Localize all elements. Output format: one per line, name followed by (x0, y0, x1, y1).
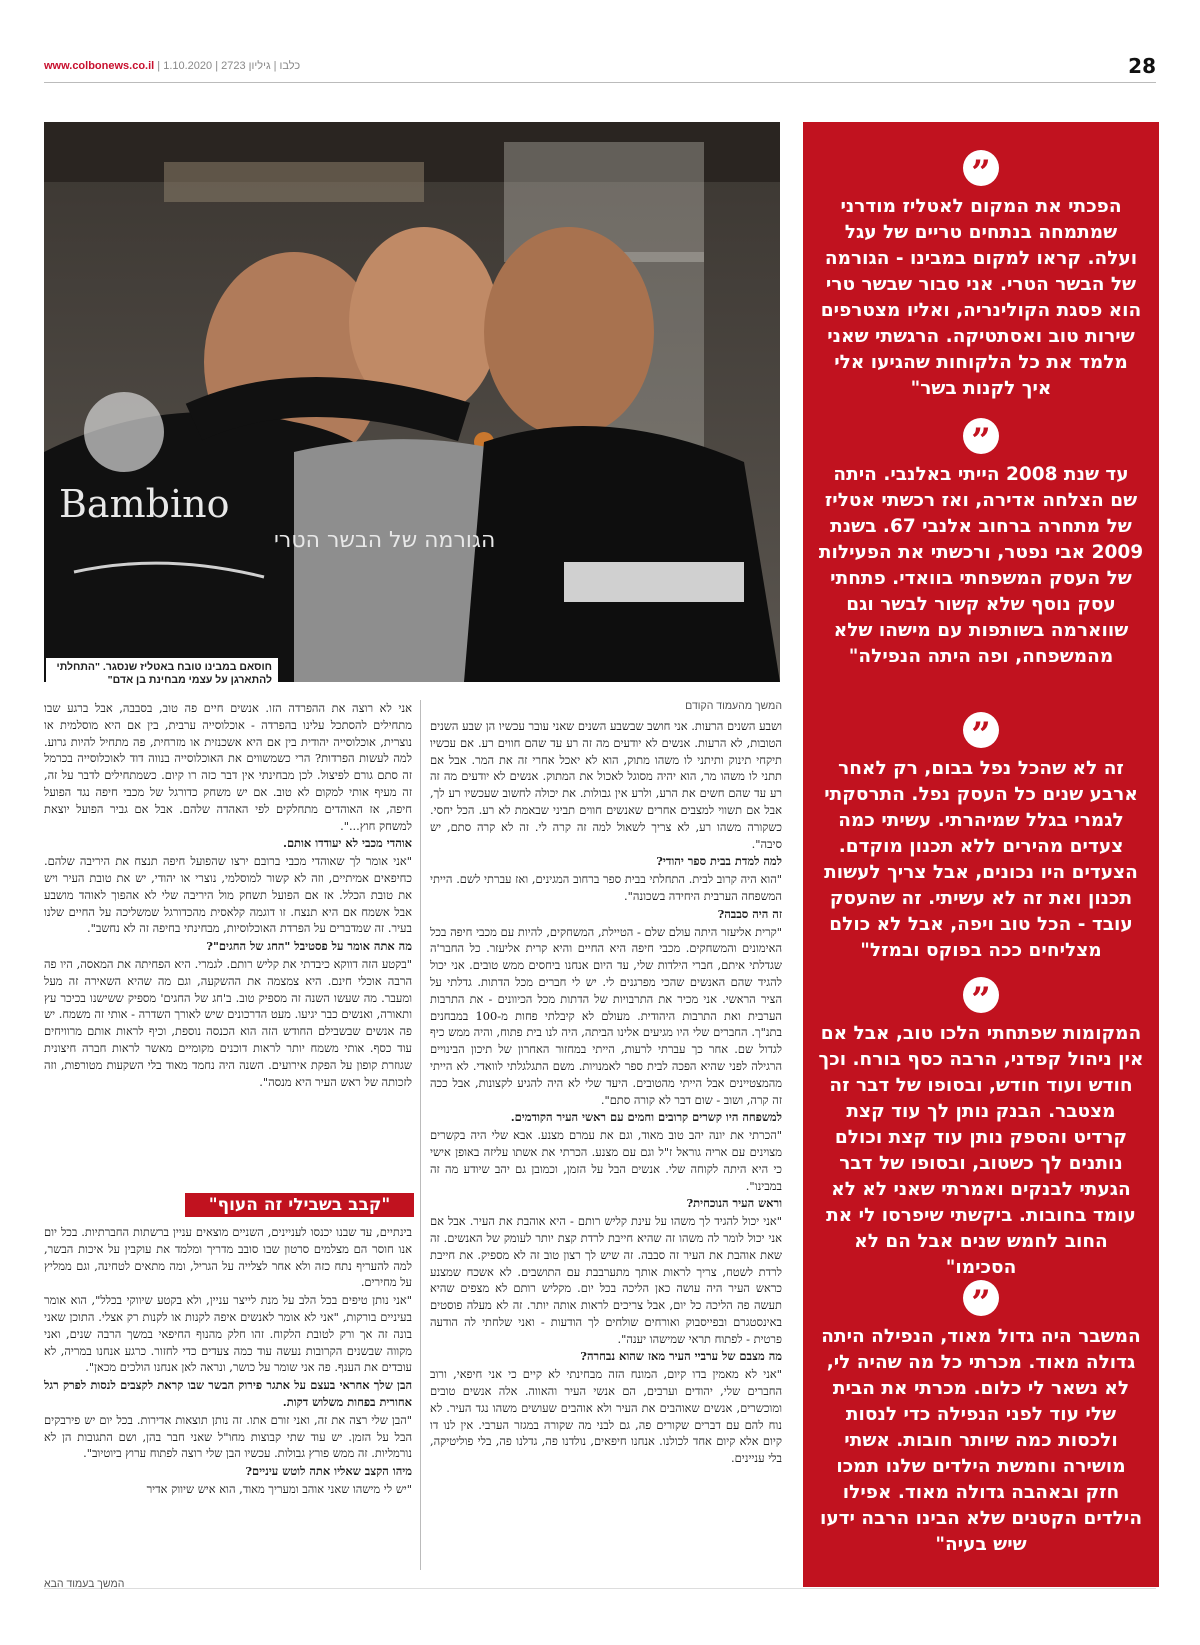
interview-question: זה היה סבבה? (717, 906, 782, 921)
section-subhead: "קבב בשבילי זה העוף" (185, 1193, 414, 1217)
article-column-left-bottom (44, 1224, 412, 1572)
article-photo (44, 122, 780, 682)
site-url[interactable]: www.colbonews.co.il (44, 60, 155, 72)
interview-question: למשפחה היו קשרים קרובים וחמים עם ראשי העיר הקודמים. (510, 1110, 782, 1125)
interview-question: הבן שלך אחראי בעצם על אתגר פירוק הבשר שבו קראת לקצבים לנסות לפרק רגל אחורית בפחות משלוש דקות. (44, 1378, 412, 1409)
interview-question: אוהדי מכבי לא יעודדו אותם. (282, 836, 412, 851)
pull-quote-1: הפכתי את המקום לאטליז מודרני שמתמחה בנתחים טריים של עגל ועלה. קראו למקום במבינו - הגורמה של הבשר הטרי. אני סבור שבשר טרי הוא פסגת הקולינריה, ואליו מצטרפים שירות טוב ואסתטיקה. הרגשתי שאני מלמד את כל הלקוחות שהגיעו אלי איך לקנות בשר" (820, 196, 1142, 399)
article-paragraph: "קרית אליעזר היתה עולם שלם - הטיילת, המשחקים, להיות עם מכבי חיפה בכל האימונים והמשחקים. מכבי חיפה היא החיים והיא קרית אליעזר. כל החבר'ה שגדלתי איתם, חברי הילדות שלי, עד היום אנחנו ביחסים ממש טובים. אני יכול להגיד שהם האנשים שהכי מפרגנים לי. יש לי חברים מכל הדתות. גדלתי על הציר הראשי. אני מכיר את התרבויות של הדתות מכל הכיוונים - את התרבות הערבית ואת התרבות היהודית. מעולם לא קיבלתי פחות מ-100 במבחנים בתנ"ך. החברים שלי היו מגיעים אלינו הביתה, היה לנו בית פתוח, והיה ממש כיף לגדול שם. אחר כך עברתי לרעות, הייתי במחזור האחרון של תיכון הבינויים הרגילה לפני שהיא הפכה לבית ספר לאמנויות. משם התגלגלתי לוואדי. לא הייתי מהמצטיינים אבל הייתי מהטובים. היעד שלי לא היה להגיע לקצונות, אבל ככה זה קרה, ושוב - שום דבר לא קורה סתם". (430, 924, 782, 1107)
article-paragraph: בינתיים, עד שבנו יכנסו לעניינים, השניים מוצאים עניין ברשתות החברתיות. בכל יום אנו חוסר הם מצלמים סרטון שבו סובב מדריך ומלמד את עוקבין על איכות הבשר, למה להעריף נתח כזה ולא אחר לצלייה על הגריל, ומה מתאים לטחינה, וגם ממליץ על מחירים. (44, 1225, 412, 1290)
interview-question: למה למדת בבית ספר יהודי? (656, 854, 782, 869)
shirt-slogan: הגורמה של הבשר הטרי (274, 528, 496, 553)
article-paragraph: "אני לא מאמין בדו קיום, המונח הזה מבחינתי לא קיים כי אני חיפאי, ורוב החברים שלי, יהודים וערבים, הם אנשי העיר והאווה. אלה אנשים טובים ומוכשרים, אנשים שאוהבים את העיר ולא אוהבים שעושים משהו נגד העיר. לא נוח להם עם דברים שקורים פה, גם לבני מה שקורה במגזר הערבי. אין לנו דו קיום אלא קיום אחד לכולנו. אנחנו חיפאים, נולדנו פה, גדלנו פה, בלי פוליטיקה, בלי עניינים. (430, 1367, 782, 1466)
pull-quote-5: המשבר היה גדול מאוד, הנפילה היתה גדולה מאוד. מכרתי כל מה שהיה לי, לא נשאר לי כלום. מכרתי את הבית שלי עוד לפני הנפילה כדי לנסות ולכסות כמה שיותר חובות. אשתי מושירה וחמשת הילדים שלנו תמכו חזק ובאהבה גדולה מאוד. אפילו הילדים הקטנים שלא הבינו הרבה ידעו שיש בעיה" (819, 1326, 1143, 1555)
page-number: 28 (1128, 54, 1156, 78)
article-paragraph: "אני נותן טיפים בכל הלב על מנת לייצר עניין, ולא בקטע שיווקי בכלל", הוא אומר בעיניים בורקות, "אני לא אומר לאנשים איפה לקנות או לקנות רק אצלי. התוכן שאני בונה זה אך ורק לטובת הלקוח. זהו חלק מהנוף החיפאי במשך הרבה שנים, ואני מקווה שבשנים הקרובות נעשה עוד כמה צעדים כדי לחזור. כרגע אנחנו במריה, לא עובדים את הענף. פה אני שומר על כושר, ונראה לאן אנחנו הולכים מכאן". (44, 1293, 412, 1375)
article-paragraph: "אני אומר לך שאוהדי מכבי ברובם ירצו שהפועל חיפה תנצח את היריבה שלהם. כחיפאים אמיתיים, וזה לא קשור למוסלמי, נוצרי או יהודי, יש את טובת העיר ויש את טובת הכלל. אז אם הפועל תשחק מול היריבה שלי לא אהפוך לאוהד מושבע אבל אשמח אם היא תנצח. זו דוגמה קלאסית מהכדורגל שמשליכה על החיים שלנו בעיר. זה שמדברים על הפרדת האוכלוסיות, מבחינתי בחיפה זה לא נחשב". (44, 854, 412, 936)
interview-question: מה מצבם של ערביי העיר מאז שהוא נבחרה? (580, 1349, 782, 1364)
article-paragraph: "הוא היה קרוב לבית. התחלתי בבית ספר ברחוב המגינים, ואז עברתי לשם. הייתי המשפחה הערבית היחידה בשכונה". (430, 872, 782, 903)
quote-mark-icon: ” (963, 418, 999, 454)
article-paragraph: "אני יכול להגיד לך משהו על עינת קליש רותם - היא אוהבת את העיר. אבל אם אני יכול לומר לה משהו זה שהיא חייבת לרדת קצת יותר לעומק של האנשים. זה שאת אוהבת את העיר זה סבבה. זה שיש לך רצון טוב זה לא מספיק. את חייבת לרדת לשטח, צריך לראות אותך מתערבבת עם התושבים. לא אשכח שמצנע כראש העיר היה עושה כאן הליכה בכל יום. מקליש רותם לא מצפים שהיא תעשה פה הליכה כל יום, אבל צריכים לראות אותה יותר. זה לא מעלה פוסטים באינסטגרם ובפייסבוק ואורחים שולחים לך הודעות - ואני שלחתי לה הודעה פרטית - לפתוח תראי שמישהו יענה". (430, 1214, 782, 1346)
issue-info: | כלבו | גיליון 2723 | 1.10.2020 (157, 60, 301, 72)
article-paragraph: "הכרתי את יונה יהב טוב מאוד, וגם את עמרם מצנע. אבא שלי היה בקשרים מצוינים עם אריה גוראל ז"ל וגם עם מצנע. הכרתי את אשתו עליזה באופן אישי כי היא היתה לקוחה שלי. אנשים הבל על הזמן, וכמובן גם יהב שיודע מה זה במבינו". (430, 1128, 782, 1193)
article-paragraph: אני לא רוצה את ההפרדה הזו. אנשים חיים פה טוב, בסבבה, אבל ברגע שבו מתחילים להסתכל עלינו בהפרדה - אוכלוסייה ערבית, בין אם היא מוסלמית או נוצרית, אוכלוסייה יהודית בין אם היא אשכנזית או מזרחית, פה מתחיל להיות גרוע. למה לעשות הפרדות? הרי כשמשווים את האוכלוסייה בנווה דוד לאוכלוסייה בכרמל זה סתם גורם לפיצול. לכן מבחינתי אין דבר כזה רו קיום. כשמתחילים לדבר על זה, זה מעיף אותי למקום לא טוב. אם יש משחק כדורגל של מכבי חיפה נגד הפועל חיפה, אז האוהדים מתחלקים לפי האהדה שלהם. אבל אם גביר הפועל יוצאת למשחק חוץ...". (44, 701, 412, 833)
column-divider (420, 700, 421, 1570)
article-paragraph: "יש לי מישהו שאני אוהב ומעריך מאוד, הוא איש שיווק אדיר (146, 1481, 412, 1496)
quote-mark-icon: ” (963, 150, 999, 186)
pull-quote-2: עד שנת 2008 הייתי באלנבי. היתה שם הצלחה אדירה, ואז רכשתי אטליז של מתחרה ברחוב אלנבי 67. בשנת 2009 אבי נפטר, ורכשתי את הפעילות של העסק המשפחתי בוואדי. פתחתי עסק נוסף שלא קשור לבשר וגם שווארמה בשותפות עם מישהו שלא מהמשפחה, ופה היתה הנפילה" (818, 464, 1144, 667)
article-column-left-top (44, 700, 412, 1188)
article-paragraph: "בקטע הזה דווקא כיבדתי את קליש רותם. לגמרי. היא הפחיתה את המאסה, היו פה הרבה אוכלי חינם. היא צמצמה את ההשקעה, וגם מה שהיא השאירה זה מעל ומעבר. מה שעשו השנה זה מספיק טוב. ב'חג של החגים' מספיק ששישנו בכיכר עץ ותאורה, ואנשים כבר יגיעו. מעט הדרכונים שיש לאורך השדרה - אותי זה משמח. יש פה אנשים שבשבילם החודש הזה הוא הכנסה נוספת, וכיף לראות אותם מרוויחים עוד כסף. אותי משמח יותר לראות דוכנים מקומיים מאשר לראות חברה חיצונית שגוזרת קופון על הפקת אירועים. השנה היה נחמד מאוד בלי השקעות מטורפות, וזה לזכותה של ראש העיר היא מנסה". (44, 956, 412, 1089)
shirt-brand: Bambino (59, 482, 230, 526)
quote-mark-icon: ” (963, 977, 999, 1013)
interview-question: מה אתה אומר על פסטיבל "החג של החגים"? (206, 939, 412, 954)
interview-question: מיהו הקצב שאליו אתה לוטש עיניים? (245, 1464, 412, 1479)
photo-caption: חוסאם במבינו טובח באטליז שנסגר. "התחלתי להתארגן על עצמי מבחינת בן אדם" (46, 658, 278, 690)
page-header (44, 52, 1156, 83)
article-paragraph: ושבע השנים הרעות. אני חושב שבשבע השנים שאני עובר עכשיו הן שבע השנים הטובות, לא הרעות. אנשים לא יודעים מה זה רע עד שהם חווים רע. אם עכשיו תיקחי תינוק ותיתני לו משהו מתוק, הוא לא יאכל אחרי זה את המר. אבל אם תתני לו משהו מר, הוא יהיה מסוגל לאכול את המתוק. אנשים לא יודעים מה זה רע עד שהם חשים את הרע, ולרע אין גבולות. את יכולה לחשוב שעכשיו רע לך, אבל אם תשווי למצבים אחרים שאנשים חווים תביני שבאמת לא רע. הכל יחסי. כשקורה משהו רע, לא צריך לשאול למה זה קרה לי. זה לא קרה סתם, יש סיבה". (430, 719, 782, 851)
interview-question: וראש העיר הנוכחית? (686, 1196, 782, 1211)
pull-quote-4: המקומות שפתחתי הלכו טוב, אבל אם אין ניהול קפדני, הרבה כסף בורח. וכך חודש ועוד חודש, ובסופו של דבר זה מצטבר. הבנק נותן לך עוד קצת קרדיט והספק נותן עוד קצת וכולם נותנים לך כשטוב, ובסופו של דבר הגעתי לבנקים ואמרתי שאני לא לא עומד בחובות. ביקשתי שיפרסו לי את החוב לחמש שנים אבל הם לא הסכימו" (818, 1023, 1144, 1278)
header-meta (44, 60, 300, 72)
quote-mark-icon: ” (963, 712, 999, 748)
continued-from-label: המשך מהעמוד הקודם (685, 700, 782, 712)
continued-to-label: המשך בעמוד הבא (44, 1578, 125, 1590)
article-column-right (430, 718, 782, 1580)
quote-sidebar (803, 122, 1159, 1587)
quote-mark-icon: ” (963, 1280, 999, 1316)
article-paragraph: "הבן שלי רצה את זה, ואני זורם אתו. זה נותן תוצאות אדירות. בכל יום יש פירבקים הבל על הזמן. יש עוד שתי קבוצות מחו"ל שאני חבר בהן, ושם התגובות הן לא נורמליות. זה ממש פורץ גבולות. עכשיו הבן שלי רוצה לפתוח ערוץ ביוטיוב". (44, 1412, 412, 1461)
pull-quote-3: זה לא שהכל נפל בבום, רק לאחר ארבע שנים כל העסק נפל. התרסקתי לגמרי בגלל שמיהרתי. עשיתי כמה צעדים מהירים ללא תכנון מוקדם. הצעדים היו נכונים, אבל צריך לעשות תכנון ואת זה לא עשיתי. זה שהעסק עובד - הכל טוב ויפה, אבל לא כולם מצליחים ככה בפוקס ובמזל" (824, 758, 1138, 961)
